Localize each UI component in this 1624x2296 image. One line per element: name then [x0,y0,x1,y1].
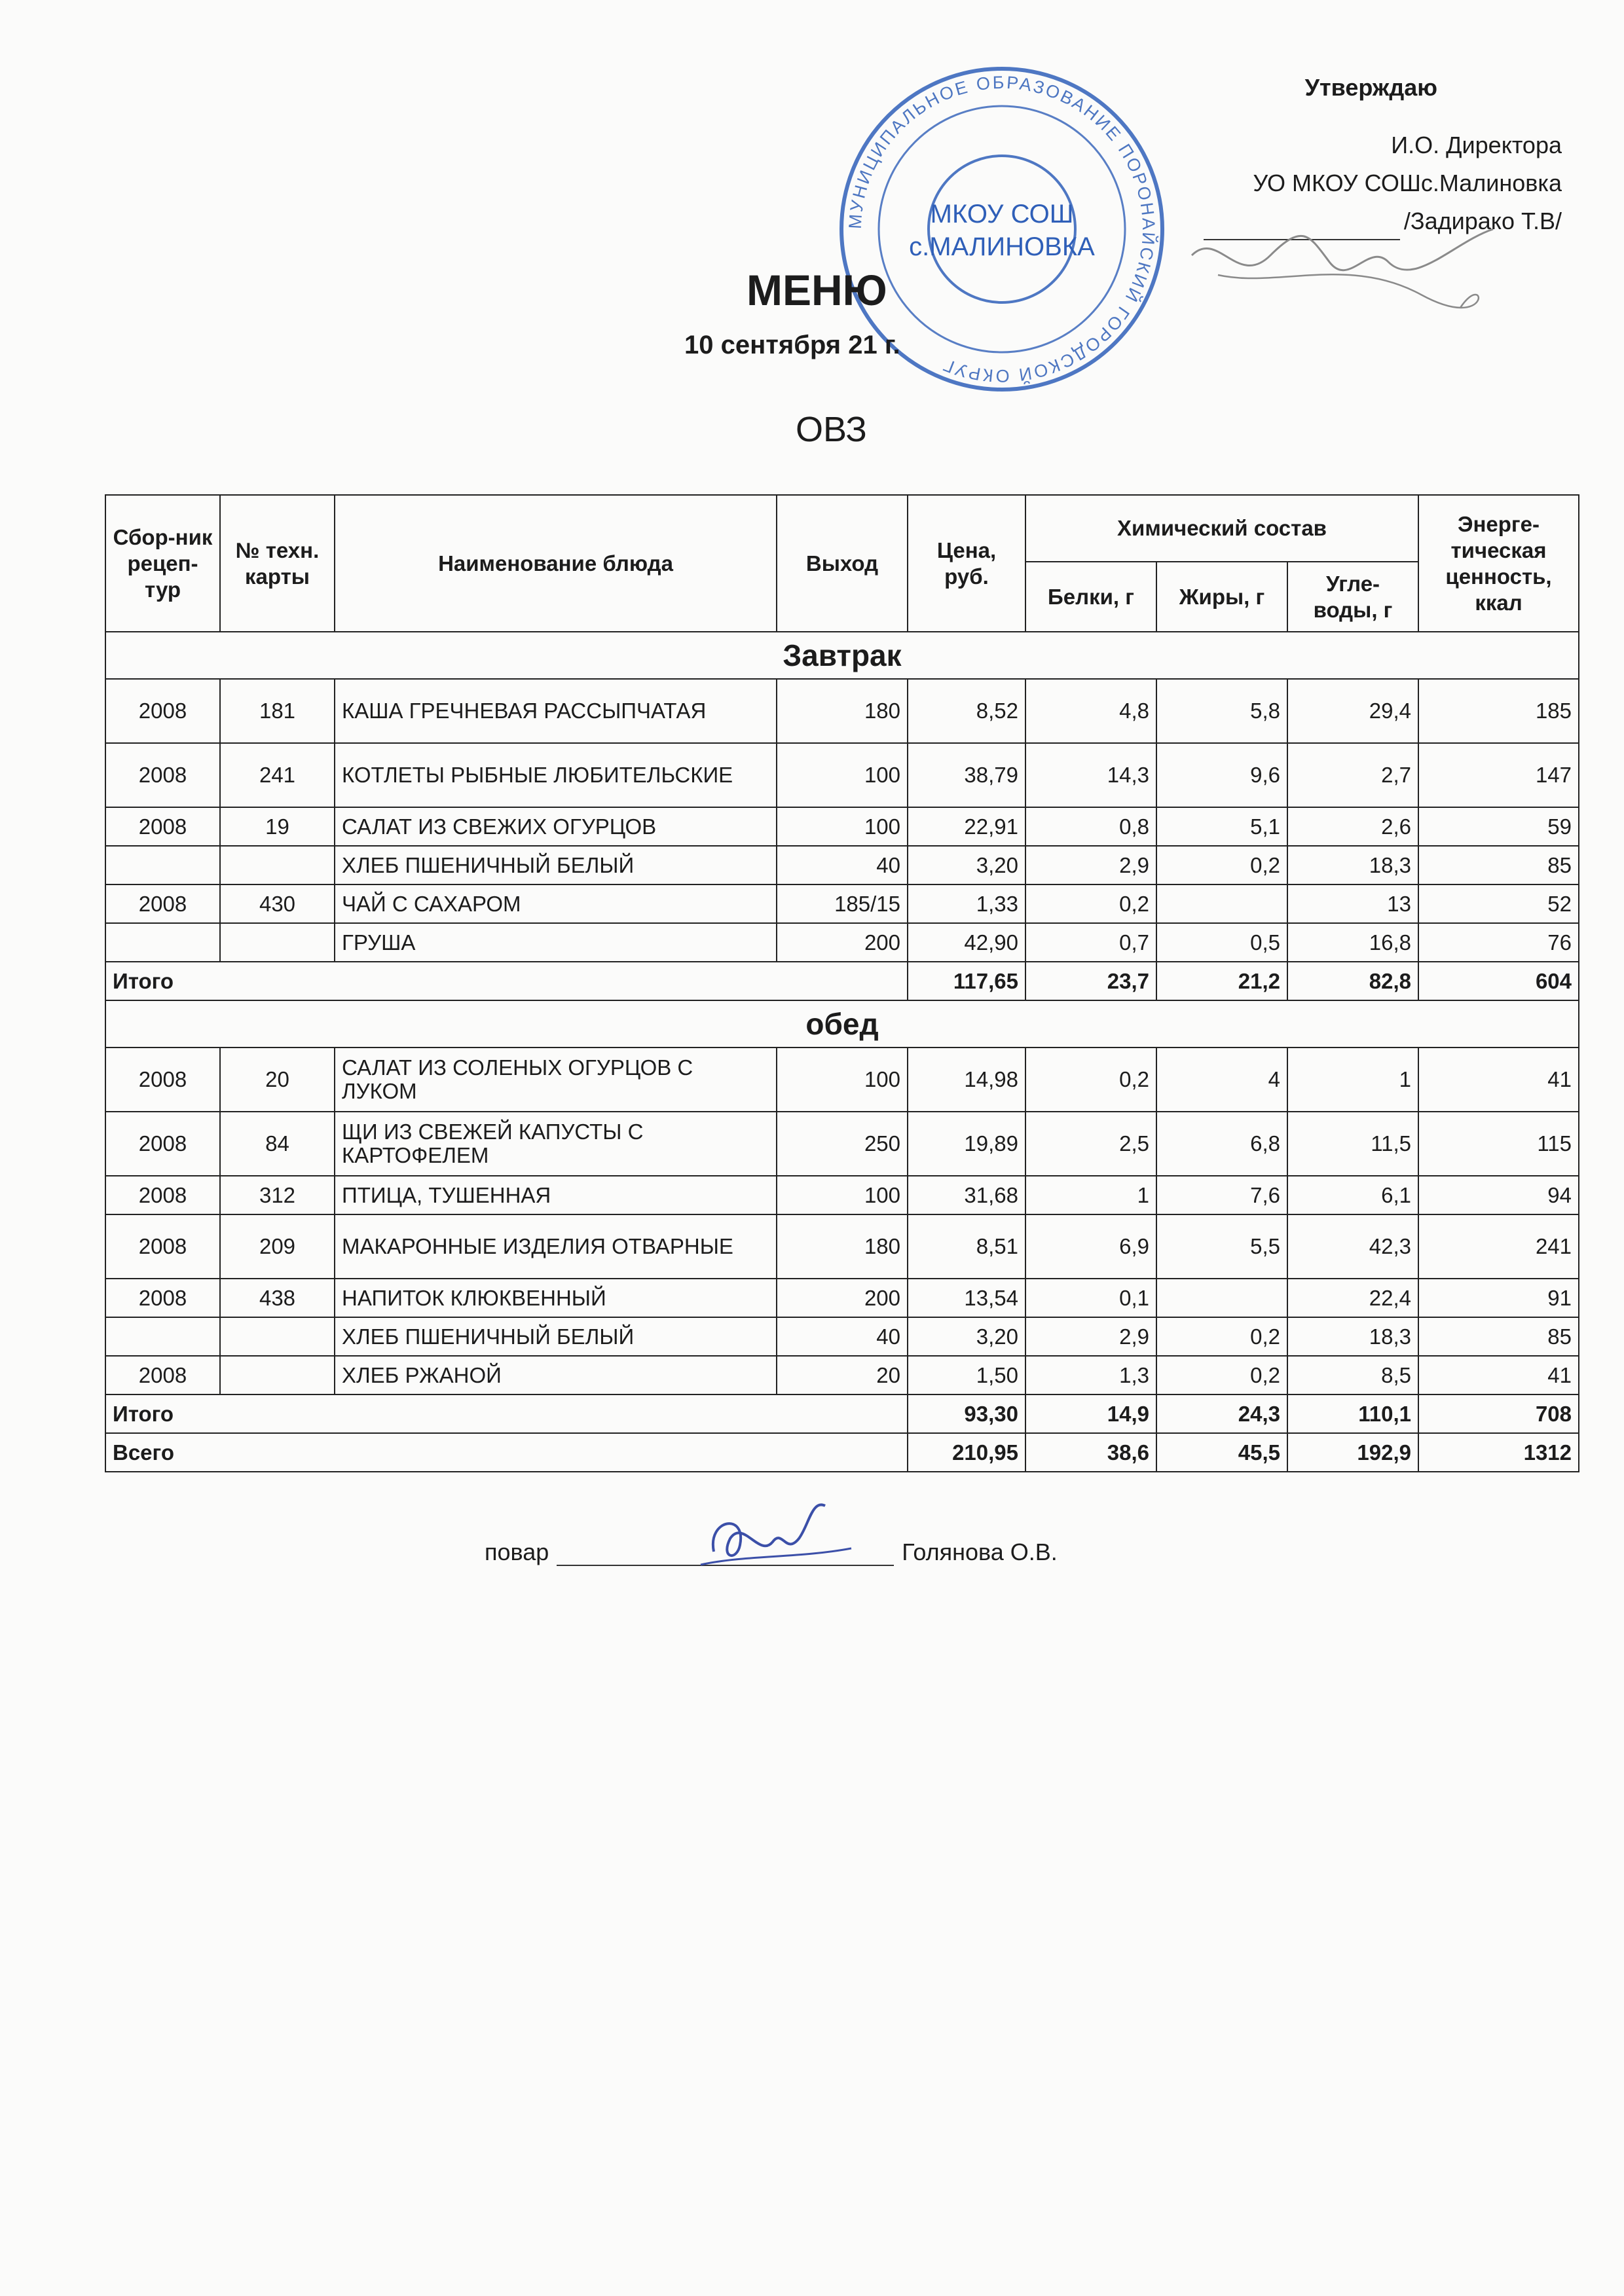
total-row [105,962,1579,1000]
cook-signature [694,1493,864,1584]
table-cell: 2008 [105,743,220,807]
table-cell: 5,1 [1156,807,1287,846]
table-cell: 8,5 [1287,1356,1418,1394]
total-row [105,1394,1579,1433]
header-collection: Сбор-ник рецеп-тур [105,495,220,632]
menu-group: ОВЗ [796,410,867,449]
table-cell: 31,68 [908,1176,1025,1214]
table-cell: 2008 [105,1112,220,1176]
section-title: обед [105,1000,1579,1048]
table-cell: 85 [1418,1317,1579,1356]
table-cell: 241 [220,743,335,807]
table-cell: 7,6 [1156,1176,1287,1214]
table-cell: 8,51 [908,1214,1025,1279]
table-cell: 38,79 [908,743,1025,807]
table-cell [220,1356,335,1394]
director-signature [1179,216,1506,314]
table-cell: ЧАЙ С САХАРОМ [335,884,777,923]
table-cell: 0,2 [1156,846,1287,884]
table-cell: 2008 [105,679,220,743]
table-cell: 22,91 [908,807,1025,846]
table-cell: 14,98 [908,1048,1025,1112]
table-cell: МАКАРОННЫЕ ИЗДЕЛИЯ ОТВАРНЫЕ [335,1214,777,1279]
table-cell: 20 [220,1048,335,1112]
table-cell: 2,9 [1025,1317,1156,1356]
table-cell: 1,50 [908,1356,1025,1394]
table-cell: 41 [1418,1048,1579,1112]
table-cell [105,923,220,962]
total-value: 117,65 [908,962,1025,1000]
approve-word: Утверждаю [1304,74,1437,101]
table-cell: САЛАТ ИЗ СВЕЖИХ ОГУРЦОВ [335,807,777,846]
cook-name: Голянова О.В. [902,1539,1058,1565]
total-value: 93,30 [908,1394,1025,1433]
table-row [105,846,1579,884]
header-energy: Энерге-тическая ценность, ккал [1418,495,1579,632]
table-cell: 42,90 [908,923,1025,962]
total-label: Итого [105,962,908,1000]
total-value: 210,95 [908,1433,1025,1472]
table-cell: ЩИ ИЗ СВЕЖЕЙ КАПУСТЫ С КАРТОФЕЛЕМ [335,1112,777,1176]
table-cell: 11,5 [1287,1112,1418,1176]
table-cell: 100 [777,807,908,846]
table-row [105,807,1579,846]
table-cell: 91 [1418,1279,1579,1317]
table-cell: 94 [1418,1176,1579,1214]
total-row [105,1433,1579,1472]
table-row [105,1112,1579,1176]
table-cell: 2008 [105,807,220,846]
table-cell: 0,5 [1156,923,1287,962]
table-cell: 250 [777,1112,908,1176]
table-cell: 1 [1287,1048,1418,1112]
total-value: 23,7 [1025,962,1156,1000]
table-row [105,923,1579,962]
approval-block [1103,69,1562,240]
table-cell: 40 [777,1317,908,1356]
table-cell: 200 [777,1279,908,1317]
table-cell [105,846,220,884]
cook-label: повар [485,1539,549,1565]
total-value: 45,5 [1156,1433,1287,1472]
table-cell: 13,54 [908,1279,1025,1317]
table-cell: 0,2 [1156,1317,1287,1356]
table-cell: 84 [220,1112,335,1176]
total-value: 1312 [1418,1433,1579,1472]
table-cell: 5,8 [1156,679,1287,743]
table-cell: 2008 [105,1214,220,1279]
total-value: 21,2 [1156,962,1287,1000]
table-cell [105,1317,220,1356]
table-cell: 6,1 [1287,1176,1418,1214]
total-value: 24,3 [1156,1394,1287,1433]
table-cell: 2008 [105,1279,220,1317]
table-cell: 430 [220,884,335,923]
table-row [105,1317,1579,1356]
table-cell: 0,7 [1025,923,1156,962]
table-cell: 18,3 [1287,1317,1418,1356]
header-card-no: № техн. карты [220,495,335,632]
table-cell: 41 [1418,1356,1579,1394]
total-value: 708 [1418,1394,1579,1433]
total-value: 110,1 [1287,1394,1418,1433]
table-cell: 115 [1418,1112,1579,1176]
table-cell [1156,884,1287,923]
table-cell: 42,3 [1287,1214,1418,1279]
table-cell: 312 [220,1176,335,1214]
table-cell: 185/15 [777,884,908,923]
table-cell: 185 [1418,679,1579,743]
stamp-center-line1: МКОУ СОШ [930,200,1074,228]
table-cell: 4,8 [1025,679,1156,743]
table-row [105,1176,1579,1214]
page-title: МЕНЮ [747,266,887,314]
table-cell: 16,8 [1287,923,1418,962]
total-label: Итого [105,1394,908,1433]
table-row [105,743,1579,807]
table-cell: 438 [220,1279,335,1317]
table-row [105,679,1579,743]
table-cell: 180 [777,679,908,743]
total-value: 14,9 [1025,1394,1156,1433]
total-label: Всего [105,1433,908,1472]
table-cell: 52 [1418,884,1579,923]
table-cell: 1,33 [908,884,1025,923]
table-row [105,1279,1579,1317]
table-cell: 76 [1418,923,1579,962]
menu-table-body [105,632,1579,1472]
table-cell: 22,4 [1287,1279,1418,1317]
table-cell: 2,7 [1287,743,1418,807]
table-cell [220,846,335,884]
header-output: Выход [777,495,908,632]
approver-name: /Задирако Т.В/ [1403,208,1562,234]
table-cell: 5,5 [1156,1214,1287,1279]
table-cell: ХЛЕБ ПШЕНИЧНЫЙ БЕЛЫЙ [335,1317,777,1356]
section-row [105,1000,1579,1048]
table-cell: 0,2 [1025,884,1156,923]
table-cell: САЛАТ ИЗ СОЛЕНЫХ ОГУРЦОВ С ЛУКОМ [335,1048,777,1112]
table-cell [220,923,335,962]
table-cell: 9,6 [1156,743,1287,807]
total-value: 604 [1418,962,1579,1000]
table-cell: ХЛЕБ РЖАНОЙ [335,1356,777,1394]
table-row [105,884,1579,923]
table-cell: 2,9 [1025,846,1156,884]
table-cell: 147 [1418,743,1579,807]
table-cell: НАПИТОК КЛЮКВЕННЫЙ [335,1279,777,1317]
header-protein: Белки, г [1025,562,1156,632]
table-cell: 1 [1025,1176,1156,1214]
menu-table [105,494,1579,1472]
table-cell: 200 [777,923,908,962]
table-cell: 100 [777,1176,908,1214]
approver-position: И.О. Директора [1391,132,1562,158]
table-cell: 0,1 [1025,1279,1156,1317]
table-cell: 2,5 [1025,1112,1156,1176]
header-carbs: Угле-воды, г [1287,562,1418,632]
table-cell: 100 [777,1048,908,1112]
table-cell: ХЛЕБ ПШЕНИЧНЫЙ БЕЛЫЙ [335,846,777,884]
table-cell: ПТИЦА, ТУШЕННАЯ [335,1176,777,1214]
section-title: Завтрак [105,632,1579,679]
stamp-ring-text: МУНИЦИПАЛЬНОЕ ОБРАЗОВАНИЕ ПОРОНАЙСКИЙ ГОРОДСКОЙ ОКРУГ [845,72,1159,386]
table-cell: КОТЛЕТЫ РЫБНЫЕ ЛЮБИТЕЛЬСКИЕ [335,743,777,807]
table-cell: 4 [1156,1048,1287,1112]
table-cell: 85 [1418,846,1579,884]
table-cell: 0,8 [1025,807,1156,846]
table-cell: 2008 [105,1356,220,1394]
table-cell: 40 [777,846,908,884]
table-cell: 3,20 [908,1317,1025,1356]
table-cell: 2008 [105,1048,220,1112]
header-dish: Наименование блюда [335,495,777,632]
table-cell: 13 [1287,884,1418,923]
table-cell: 8,52 [908,679,1025,743]
table-cell: ГРУША [335,923,777,962]
table-cell: 29,4 [1287,679,1418,743]
table-cell: 241 [1418,1214,1579,1279]
table-cell: 20 [777,1356,908,1394]
header-chem: Химический состав [1025,495,1418,562]
table-cell: 181 [220,679,335,743]
table-cell: 1,3 [1025,1356,1156,1394]
table-cell: 3,20 [908,846,1025,884]
table-cell: 2,6 [1287,807,1418,846]
approver-org: УО МКОУ СОШс.Малиновка [1253,170,1562,196]
table-cell: 0,2 [1156,1356,1287,1394]
table-cell [1156,1279,1287,1317]
header-fat: Жиры, г [1156,562,1287,632]
table-cell: 19,89 [908,1112,1025,1176]
table-cell: 180 [777,1214,908,1279]
table-cell: 2008 [105,884,220,923]
total-value: 38,6 [1025,1433,1156,1472]
header-price: Цена, руб. [908,495,1025,632]
table-row [105,1048,1579,1112]
table-cell: 19 [220,807,335,846]
section-row [105,632,1579,679]
table-cell: КАША ГРЕЧНЕВАЯ РАССЫПЧАТАЯ [335,679,777,743]
table-cell: 0,2 [1025,1048,1156,1112]
table-cell: 6,8 [1156,1112,1287,1176]
total-value: 192,9 [1287,1433,1418,1472]
menu-date: 10 сентября 21 г. [684,331,900,359]
table-cell: 100 [777,743,908,807]
table-cell: 209 [220,1214,335,1279]
total-value: 82,8 [1287,962,1418,1000]
table-cell: 14,3 [1025,743,1156,807]
table-cell: 2008 [105,1176,220,1214]
stamp-center-line2: с.МАЛИНОВКА [909,232,1095,261]
table-cell: 18,3 [1287,846,1418,884]
table-cell [220,1317,335,1356]
table-row [105,1214,1579,1279]
table-cell: 6,9 [1025,1214,1156,1279]
table-cell: 59 [1418,807,1579,846]
table-row [105,1356,1579,1394]
